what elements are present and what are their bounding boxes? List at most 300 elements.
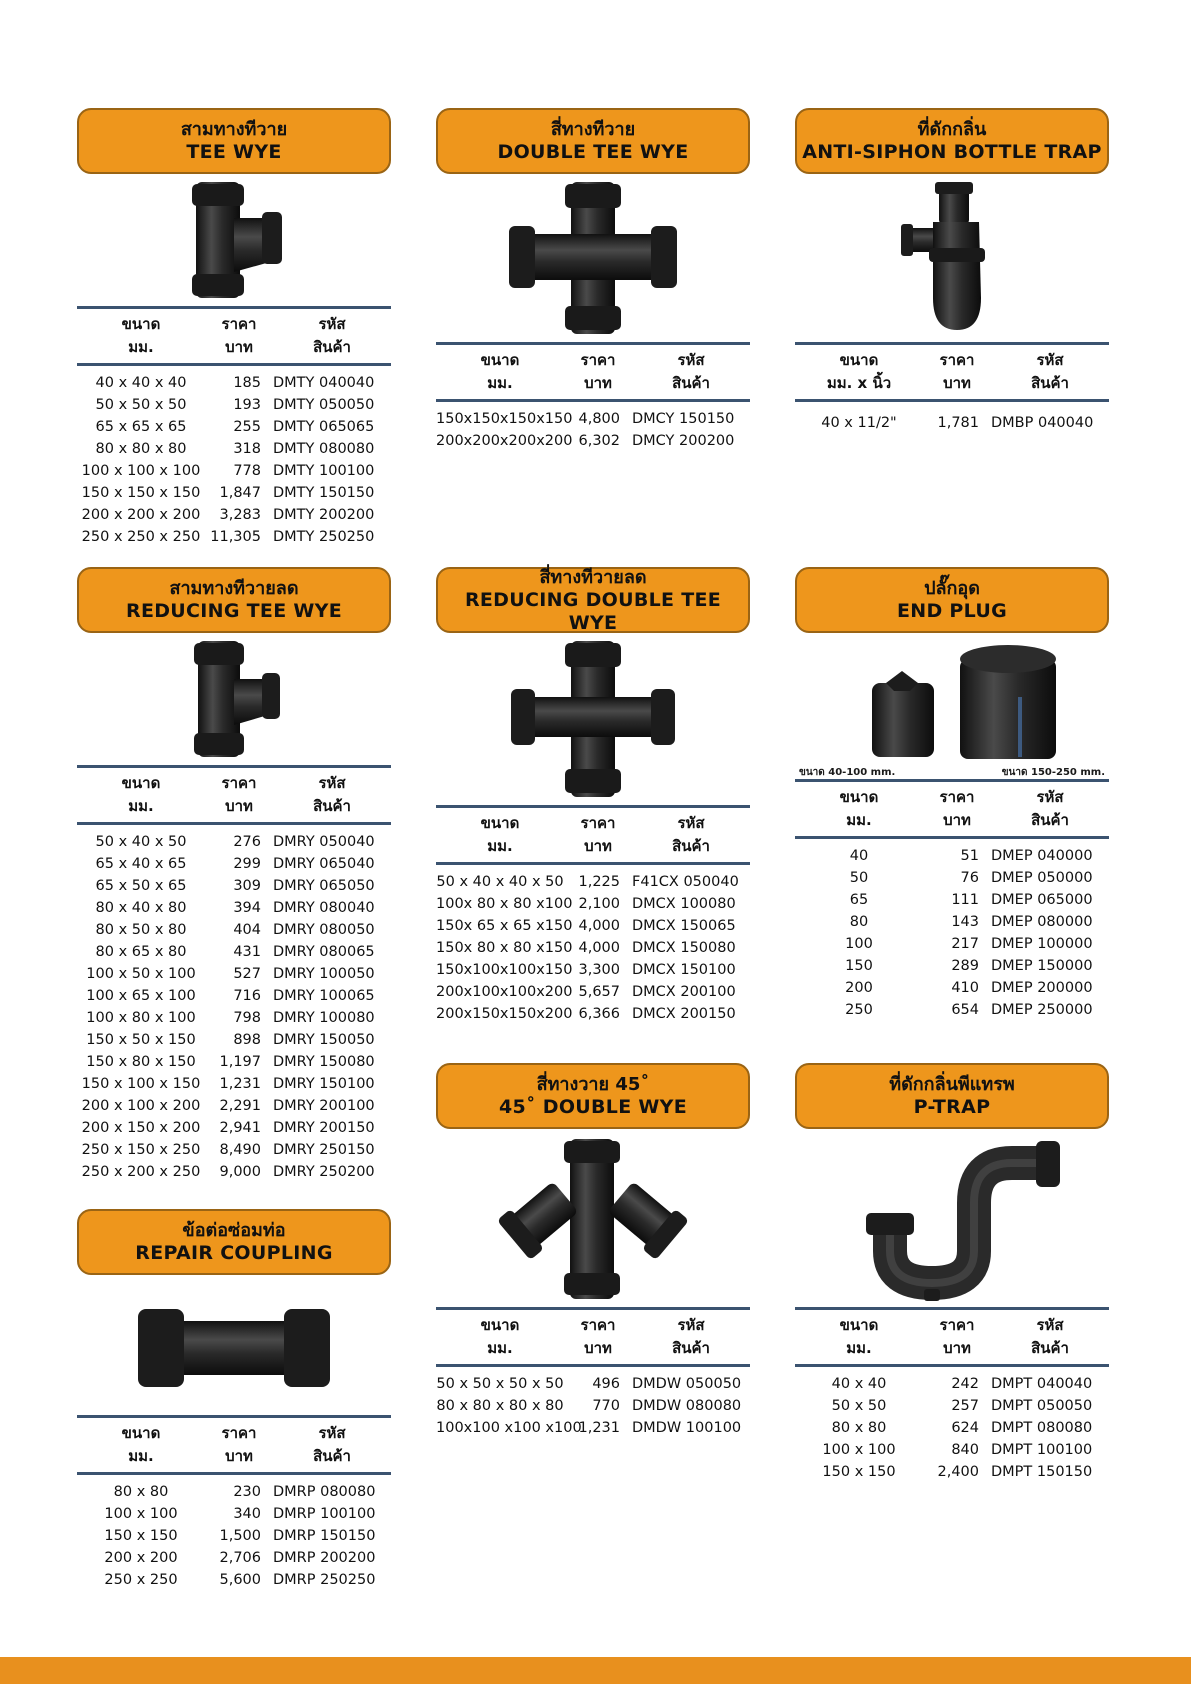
row-size: 50 x 50 x 50 xyxy=(95,397,187,413)
row-code: DMTY 065065 xyxy=(273,419,375,435)
col-code-unit: สินค้า xyxy=(1031,374,1069,392)
row-code: DMTY 040040 xyxy=(273,375,375,391)
row-price: 51 xyxy=(960,848,979,864)
row-price: 2,400 xyxy=(937,1464,979,1480)
row-code: DMRY 065050 xyxy=(273,878,375,894)
bottle-trap-rows xyxy=(795,402,1109,434)
reducing-double-tee-wye-header xyxy=(436,567,750,633)
card-double-tee-wye xyxy=(436,108,750,452)
row-code: DMPT 080080 xyxy=(991,1420,1093,1436)
col-size: ขนาด xyxy=(121,315,161,333)
reducing-tee-wye-rows xyxy=(77,825,391,1183)
table-row xyxy=(795,845,1109,867)
col-price: ราคา xyxy=(221,315,257,333)
row-price: 217 xyxy=(951,936,979,952)
row-price: 410 xyxy=(951,980,979,996)
tee-wye-image xyxy=(77,178,391,306)
row-code: DMCX 100080 xyxy=(632,896,736,912)
table-row xyxy=(795,1395,1109,1417)
col-size-unit: มม. x นิ้ว xyxy=(826,374,892,392)
row-code: DMRY 200150 xyxy=(273,1120,375,1136)
end-plug-rows xyxy=(795,839,1109,1021)
table-row xyxy=(436,1395,750,1417)
row-price: 654 xyxy=(951,1002,979,1018)
row-size: 40 xyxy=(849,848,869,864)
col-size: ขนาด xyxy=(839,351,879,369)
row-price: 76 xyxy=(960,870,979,886)
col-size: ขนาด xyxy=(480,1316,520,1334)
row-price: 299 xyxy=(233,856,261,872)
col-size-unit: มม. xyxy=(487,374,513,392)
row-code: DMRY 250200 xyxy=(273,1164,375,1180)
reducing-tee-wye-title-en: REDUCING TEE WYE xyxy=(126,600,342,622)
row-code: DMRY 250150 xyxy=(273,1142,375,1158)
table-row xyxy=(795,867,1109,889)
table-row xyxy=(77,1073,391,1095)
row-size: 100 x 100 xyxy=(104,1506,178,1522)
table-row xyxy=(77,897,391,919)
row-price: 840 xyxy=(951,1442,979,1458)
row-price: 309 xyxy=(233,878,261,894)
table-row xyxy=(436,915,750,937)
table-row xyxy=(77,416,391,438)
col-code: รหัส xyxy=(677,1316,705,1334)
col-price: ราคา xyxy=(939,1316,975,1334)
col-code: รหัส xyxy=(318,774,346,792)
double-wye-45-image xyxy=(436,1133,750,1307)
repair-coupling-title-en: REPAIR COUPLING xyxy=(135,1242,333,1264)
row-price: 255 xyxy=(233,419,261,435)
row-price: 1,197 xyxy=(219,1054,261,1070)
row-size: 200x150x150x200 xyxy=(436,1006,573,1022)
col-code-unit: สินค้า xyxy=(1031,811,1069,829)
table-row xyxy=(795,1439,1109,1461)
table-row xyxy=(77,1095,391,1117)
row-code: DMCX 150065 xyxy=(632,918,736,934)
row-code: DMTY 100100 xyxy=(273,463,375,479)
row-size: 200x100x100x200 xyxy=(436,984,573,1000)
double-wye-45-header xyxy=(436,1063,750,1129)
table-row xyxy=(795,1373,1109,1395)
row-price: 1,500 xyxy=(219,1528,261,1544)
row-price: 3,283 xyxy=(219,507,261,523)
row-code: DMRP 200200 xyxy=(273,1550,376,1566)
row-size: 150 x 150 xyxy=(822,1464,896,1480)
row-code: DMEP 250000 xyxy=(991,1002,1093,1018)
row-size: 100 x 100 xyxy=(822,1442,896,1458)
row-code: DMPT 040040 xyxy=(991,1376,1093,1392)
table-row xyxy=(77,1525,391,1547)
double-tee-wye-table-header xyxy=(436,342,750,402)
row-size: 100 x 80 x 100 xyxy=(86,1010,196,1026)
row-price: 257 xyxy=(951,1398,979,1414)
col-price-unit: บาท xyxy=(225,797,253,815)
card-bottle-trap xyxy=(795,108,1109,434)
col-price-unit: บาท xyxy=(943,374,971,392)
table-row xyxy=(795,977,1109,999)
row-price: 431 xyxy=(233,944,261,960)
col-code-unit: สินค้า xyxy=(672,837,710,855)
row-code: DMPT 100100 xyxy=(991,1442,1093,1458)
col-code-unit: สินค้า xyxy=(672,374,710,392)
table-row xyxy=(436,959,750,981)
table-row xyxy=(77,1161,391,1183)
row-code: DMRP 100100 xyxy=(273,1506,376,1522)
row-price: 4,000 xyxy=(578,940,620,956)
col-price-unit: บาท xyxy=(943,811,971,829)
card-double-wye-45 xyxy=(436,1063,750,1439)
row-price: 404 xyxy=(233,922,261,938)
table-row xyxy=(77,919,391,941)
col-size: ขนาด xyxy=(480,814,520,832)
row-price: 898 xyxy=(233,1032,261,1048)
end-plug-title-th: ปลั๊กอุด xyxy=(924,578,980,599)
row-code: DMRY 150100 xyxy=(273,1076,375,1092)
row-code: DMPT 150150 xyxy=(991,1464,1093,1480)
table-row xyxy=(77,853,391,875)
bottle-trap-table-header xyxy=(795,342,1109,402)
col-code-unit: สินค้า xyxy=(672,1339,710,1357)
row-price: 778 xyxy=(233,463,261,479)
row-code: DMRP 080080 xyxy=(273,1484,376,1500)
col-code: รหัส xyxy=(677,351,705,369)
table-row xyxy=(77,963,391,985)
row-price: 9,000 xyxy=(219,1164,261,1180)
table-row xyxy=(795,412,1109,434)
row-code: DMRY 100080 xyxy=(273,1010,375,1026)
col-price: ราคา xyxy=(580,814,616,832)
double-wye-45-title-en: 45˚ DOUBLE WYE xyxy=(499,1096,687,1118)
row-size: 150 x 80 x 150 xyxy=(86,1054,196,1070)
row-code: DMTY 080080 xyxy=(273,441,375,457)
table-row xyxy=(77,394,391,416)
row-code: DMRY 050040 xyxy=(273,834,375,850)
table-row xyxy=(77,1051,391,1073)
col-size-unit: มม. xyxy=(128,797,154,815)
table-row xyxy=(77,1007,391,1029)
table-row xyxy=(77,438,391,460)
col-code-unit: สินค้า xyxy=(313,797,351,815)
double-tee-wye-header xyxy=(436,108,750,174)
row-code: DMRY 080040 xyxy=(273,900,375,916)
end-plug-header xyxy=(795,567,1109,633)
col-size: ขนาด xyxy=(121,774,161,792)
footer-bar xyxy=(0,1657,1191,1684)
row-price: 1,231 xyxy=(578,1420,620,1436)
row-code: DMTY 150150 xyxy=(273,485,375,501)
table-row xyxy=(795,889,1109,911)
row-size: 150x150x150x150 xyxy=(436,411,573,427)
row-code: DMRP 250250 xyxy=(273,1572,376,1588)
row-size: 80 x 80 x 80 x 80 xyxy=(436,1398,564,1414)
row-price: 340 xyxy=(233,1506,261,1522)
card-repair-coupling xyxy=(77,1209,391,1591)
double-wye-45-table-header xyxy=(436,1307,750,1367)
col-code-unit: สินค้า xyxy=(1031,1339,1069,1357)
row-price: 1,781 xyxy=(937,415,979,431)
table-row xyxy=(77,1117,391,1139)
row-size: 100x 80 x 80 x100 xyxy=(436,896,573,912)
bottle-trap-header xyxy=(795,108,1109,174)
col-price-unit: บาท xyxy=(225,1447,253,1465)
row-code: DMEP 100000 xyxy=(991,936,1093,952)
row-price: 11,305 xyxy=(210,529,261,545)
table-row xyxy=(77,1503,391,1525)
row-size: 80 x 65 x 80 xyxy=(95,944,187,960)
row-size: 40 x 11/2" xyxy=(821,415,897,431)
col-code: รหัส xyxy=(1036,788,1064,806)
table-row xyxy=(795,999,1109,1021)
col-price-unit: บาท xyxy=(584,837,612,855)
row-code: DMPT 050050 xyxy=(991,1398,1093,1414)
row-code: F41CX 050040 xyxy=(632,874,739,890)
card-tee-wye xyxy=(77,108,391,548)
row-code: DMBP 040040 xyxy=(991,415,1094,431)
row-size: 150 x 50 x 150 xyxy=(86,1032,196,1048)
table-row xyxy=(795,1417,1109,1439)
row-size: 80 xyxy=(849,914,869,930)
row-price: 4,000 xyxy=(578,918,620,934)
double-tee-wye-title-th: สี่ทางทีวาย xyxy=(550,119,636,140)
col-code: รหัส xyxy=(318,315,346,333)
table-row xyxy=(77,941,391,963)
row-size: 100 xyxy=(845,936,873,952)
repair-coupling-image xyxy=(77,1279,391,1415)
row-size: 40 x 40 x 40 xyxy=(95,375,187,391)
row-size: 250 xyxy=(845,1002,873,1018)
row-size: 80 x 40 x 80 xyxy=(95,900,187,916)
table-row xyxy=(77,526,391,548)
table-row xyxy=(436,893,750,915)
row-size: 150 x 100 x 150 xyxy=(81,1076,201,1092)
row-price: 2,291 xyxy=(219,1098,261,1114)
col-price-unit: บาท xyxy=(584,374,612,392)
row-price: 6,366 xyxy=(578,1006,620,1022)
row-size: 80 x 80 xyxy=(113,1484,169,1500)
table-row xyxy=(77,482,391,504)
row-code: DMCY 200200 xyxy=(632,433,735,449)
col-size-unit: มม. xyxy=(128,1447,154,1465)
row-code: DMDW 080080 xyxy=(632,1398,742,1414)
row-code: DMTY 250250 xyxy=(273,529,375,545)
row-code: DMCX 200150 xyxy=(632,1006,736,1022)
row-price: 1,225 xyxy=(578,874,620,890)
row-price: 2,100 xyxy=(578,896,620,912)
row-size: 150 xyxy=(845,958,873,974)
col-price: ราคา xyxy=(580,351,616,369)
row-size: 150x 80 x 80 x150 xyxy=(436,940,573,956)
reducing-double-tee-wye-title-th: สี่ทางทีวายลด xyxy=(539,566,647,588)
table-row xyxy=(77,1481,391,1503)
row-size: 250 x 250 x 250 xyxy=(81,529,201,545)
row-code: DMCX 200100 xyxy=(632,984,736,1000)
col-price: ราคา xyxy=(221,774,257,792)
row-size: 100 x 50 x 100 xyxy=(86,966,196,982)
col-price-unit: บาท xyxy=(943,1339,971,1357)
double-tee-wye-image xyxy=(436,178,750,342)
row-price: 6,302 xyxy=(578,433,620,449)
table-row xyxy=(77,1547,391,1569)
reducing-double-tee-wye-rows xyxy=(436,865,750,1025)
row-code: DMRY 200100 xyxy=(273,1098,375,1114)
row-size: 150x 65 x 65 x150 xyxy=(436,918,573,934)
row-size: 50 x 50 xyxy=(831,1398,887,1414)
row-price: 276 xyxy=(233,834,261,850)
double-tee-wye-title-en: DOUBLE TEE WYE xyxy=(497,141,689,163)
row-size: 150x100x100x150 xyxy=(436,962,573,978)
end-plug-caption-small: ขนาด 40-100 mm. xyxy=(799,767,896,778)
row-size: 200 x 200 xyxy=(104,1550,178,1566)
reducing-double-tee-wye-image xyxy=(436,637,750,805)
end-plug-captions xyxy=(795,765,1109,780)
row-price: 318 xyxy=(233,441,261,457)
table-row xyxy=(77,1139,391,1161)
tee-wye-title-th: สามทางทีวาย xyxy=(180,119,288,140)
tee-wye-title-en: TEE WYE xyxy=(186,141,282,163)
repair-coupling-header xyxy=(77,1209,391,1275)
col-code-unit: สินค้า xyxy=(313,338,351,356)
table-row xyxy=(436,408,750,430)
col-size-unit: มม. xyxy=(487,1339,513,1357)
tee-wye-table-header xyxy=(77,306,391,366)
row-size: 80 x 50 x 80 xyxy=(95,922,187,938)
row-size: 200x200x200x200 xyxy=(436,433,573,449)
p-trap-header xyxy=(795,1063,1109,1129)
row-size: 65 x 65 x 65 xyxy=(95,419,187,435)
row-size: 65 x 40 x 65 xyxy=(95,856,187,872)
col-size-unit: มม. xyxy=(128,338,154,356)
row-size: 50 x 40 x 50 xyxy=(95,834,187,850)
table-row xyxy=(77,372,391,394)
row-code: DMRY 080050 xyxy=(273,922,375,938)
row-code: DMRY 065040 xyxy=(273,856,375,872)
row-code: DMRY 150050 xyxy=(273,1032,375,1048)
card-p-trap xyxy=(795,1063,1109,1483)
row-size: 50 x 50 x 50 x 50 xyxy=(436,1376,564,1392)
row-price: 185 xyxy=(233,375,261,391)
row-size: 200 x 150 x 200 xyxy=(81,1120,201,1136)
table-row xyxy=(795,911,1109,933)
end-plug-image xyxy=(795,637,1109,779)
table-row xyxy=(436,430,750,452)
col-size-unit: มม. xyxy=(846,1339,872,1357)
col-code: รหัส xyxy=(318,1424,346,1442)
col-code: รหัส xyxy=(677,814,705,832)
row-size: 150 x 150 x 150 xyxy=(81,485,201,501)
row-price: 770 xyxy=(592,1398,620,1414)
tee-wye-rows xyxy=(77,366,391,548)
col-size: ขนาด xyxy=(839,788,879,806)
row-code: DMRY 100065 xyxy=(273,988,375,1004)
col-price-unit: บาท xyxy=(584,1339,612,1357)
table-row xyxy=(436,1003,750,1025)
col-code: รหัส xyxy=(1036,1316,1064,1334)
row-price: 3,300 xyxy=(578,962,620,978)
row-code: DMEP 080000 xyxy=(991,914,1093,930)
row-code: DMCY 150150 xyxy=(632,411,735,427)
row-price: 8,490 xyxy=(219,1142,261,1158)
reducing-tee-wye-table-header xyxy=(77,765,391,825)
row-code: DMDW 100100 xyxy=(632,1420,742,1436)
row-code: DMEP 065000 xyxy=(991,892,1093,908)
table-row xyxy=(436,1373,750,1395)
double-tee-wye-rows xyxy=(436,402,750,452)
row-code: DMDW 050050 xyxy=(632,1376,742,1392)
tee-wye-header xyxy=(77,108,391,174)
card-reducing-tee-wye xyxy=(77,567,391,1183)
row-size: 150 x 150 xyxy=(104,1528,178,1544)
row-price: 394 xyxy=(233,900,261,916)
bottle-trap-title-th: ที่ดักกลิ่น xyxy=(917,119,987,140)
table-row xyxy=(77,985,391,1007)
card-end-plug xyxy=(795,567,1109,1021)
row-size: 80 x 80 x 80 xyxy=(95,441,187,457)
row-price: 289 xyxy=(951,958,979,974)
col-price: ราคา xyxy=(580,1316,616,1334)
reducing-double-tee-wye-title-en: REDUCING DOUBLE TEE WYE xyxy=(464,588,722,634)
bottle-trap-image xyxy=(795,178,1109,342)
table-row xyxy=(77,1569,391,1591)
table-row xyxy=(77,875,391,897)
reducing-tee-wye-title-th: สามทางทีวายลด xyxy=(169,578,299,599)
table-row xyxy=(77,504,391,526)
table-row xyxy=(436,981,750,1003)
table-row xyxy=(795,955,1109,977)
repair-coupling-rows xyxy=(77,1475,391,1591)
col-size: ขนาด xyxy=(839,1316,879,1334)
repair-coupling-title-th: ข้อต่อซ่อมท่อ xyxy=(182,1220,286,1241)
table-row xyxy=(436,1417,750,1439)
col-code-unit: สินค้า xyxy=(313,1447,351,1465)
row-price: 716 xyxy=(233,988,261,1004)
row-size: 250 x 200 x 250 xyxy=(81,1164,201,1180)
row-size: 65 xyxy=(849,892,869,908)
row-size: 200 x 200 x 200 xyxy=(81,507,201,523)
row-price: 496 xyxy=(592,1376,620,1392)
row-size: 50 x 40 x 40 x 50 xyxy=(436,874,564,890)
row-size: 65 x 50 x 65 xyxy=(95,878,187,894)
col-price: ราคา xyxy=(939,788,975,806)
reducing-tee-wye-image xyxy=(77,637,391,765)
row-code: DMRP 150150 xyxy=(273,1528,376,1544)
row-price: 193 xyxy=(233,397,261,413)
row-size: 100x100 x100 x100 xyxy=(436,1420,582,1436)
p-trap-table-header xyxy=(795,1307,1109,1367)
table-row xyxy=(436,871,750,893)
row-code: DMCX 150080 xyxy=(632,940,736,956)
row-code: DMEP 050000 xyxy=(991,870,1093,886)
col-size-unit: มม. xyxy=(846,811,872,829)
row-size: 200 x 100 x 200 xyxy=(81,1098,201,1114)
row-price: 4,800 xyxy=(578,411,620,427)
row-size: 250 x 250 xyxy=(104,1572,178,1588)
col-size: ขนาด xyxy=(121,1424,161,1442)
p-trap-image xyxy=(795,1133,1109,1307)
row-price: 111 xyxy=(951,892,979,908)
table-row xyxy=(77,1029,391,1051)
bottle-trap-title-en: ANTI-SIPHON BOTTLE TRAP xyxy=(802,141,1102,163)
table-row xyxy=(77,831,391,853)
row-code: DMRY 100050 xyxy=(273,966,375,982)
end-plug-table-header xyxy=(795,779,1109,839)
row-price: 242 xyxy=(951,1376,979,1392)
reducing-double-tee-wye-table-header xyxy=(436,805,750,865)
p-trap-title-th: ที่ดักกลิ่นพีแทรพ xyxy=(889,1074,1015,1095)
row-price: 143 xyxy=(951,914,979,930)
row-price: 1,231 xyxy=(219,1076,261,1092)
reducing-tee-wye-header xyxy=(77,567,391,633)
col-code: รหัส xyxy=(1036,351,1064,369)
